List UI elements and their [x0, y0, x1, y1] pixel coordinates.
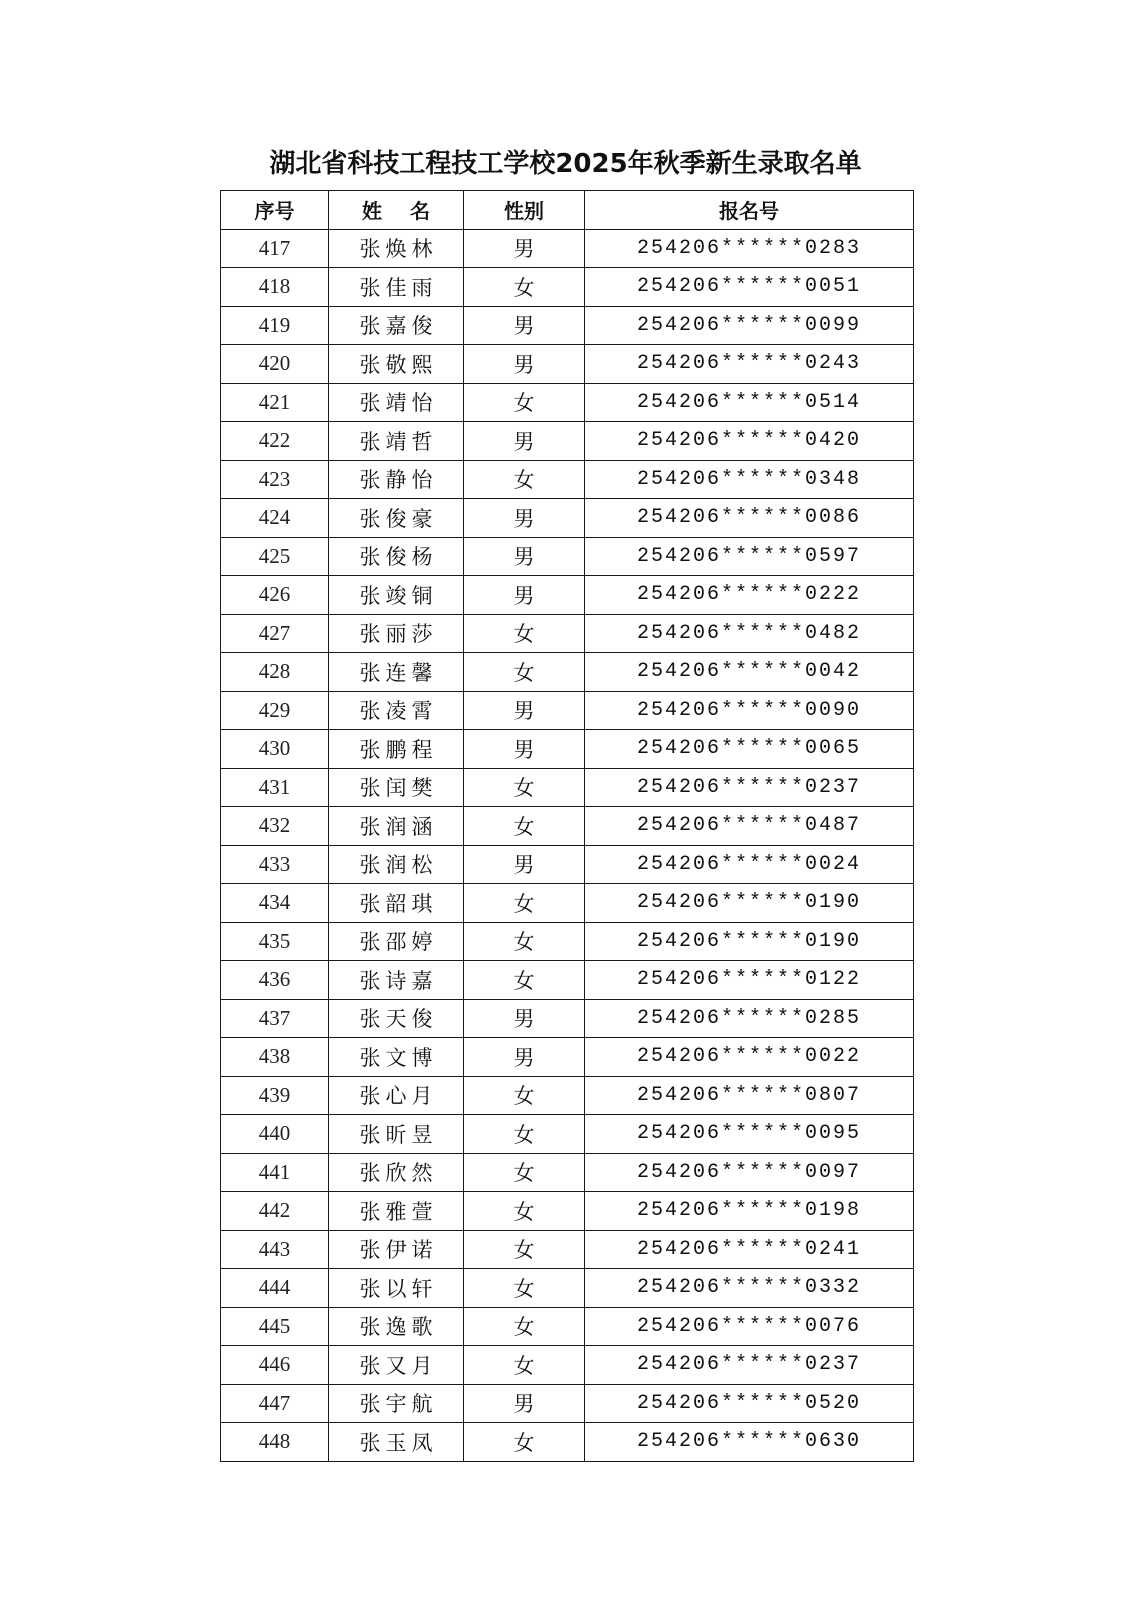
- table-row: [221, 807, 914, 846]
- cell-reg-no: 254206******0237: [585, 768, 914, 807]
- cell-sex: 女: [464, 1192, 585, 1231]
- cell-reg-no: 254206******0243: [585, 345, 914, 384]
- cell-sex: 女: [464, 268, 585, 307]
- cell-seq: 422: [221, 422, 329, 461]
- table-row: [221, 884, 914, 923]
- cell-sex: 男: [464, 499, 585, 538]
- table-row: [221, 268, 914, 307]
- cell-reg-no: 254206******0024: [585, 845, 914, 884]
- cell-reg-no: 254206******0086: [585, 499, 914, 538]
- table-row: [221, 1384, 914, 1423]
- header-seq: 序号: [221, 191, 329, 230]
- cell-name: 张佳雨: [329, 268, 464, 307]
- table-row: [221, 499, 914, 538]
- cell-seq: 437: [221, 999, 329, 1038]
- cell-seq: 438: [221, 1038, 329, 1077]
- cell-seq: 423: [221, 460, 329, 499]
- cell-reg-no: 254206******0095: [585, 1115, 914, 1154]
- cell-reg-no: 254206******0285: [585, 999, 914, 1038]
- cell-name: 张玉凤: [329, 1423, 464, 1462]
- cell-name: 张宇航: [329, 1384, 464, 1423]
- cell-sex: 女: [464, 460, 585, 499]
- cell-name: 张欣然: [329, 1153, 464, 1192]
- table-row: [221, 845, 914, 884]
- cell-sex: 女: [464, 1346, 585, 1385]
- cell-sex: 女: [464, 1307, 585, 1346]
- cell-sex: 女: [464, 383, 585, 422]
- cell-seq: 439: [221, 1076, 329, 1115]
- cell-seq: 417: [221, 229, 329, 268]
- cell-name: 张文博: [329, 1038, 464, 1077]
- cell-seq: 444: [221, 1269, 329, 1308]
- cell-seq: 427: [221, 614, 329, 653]
- cell-name: 张邵婷: [329, 922, 464, 961]
- table-row: [221, 537, 914, 576]
- cell-seq: 440: [221, 1115, 329, 1154]
- table-row: [221, 614, 914, 653]
- cell-name: 张诗嘉: [329, 961, 464, 1000]
- cell-sex: 男: [464, 422, 585, 461]
- cell-seq: 425: [221, 537, 329, 576]
- cell-sex: 男: [464, 1384, 585, 1423]
- cell-sex: 男: [464, 229, 585, 268]
- cell-sex: 女: [464, 768, 585, 807]
- table-row: [221, 422, 914, 461]
- cell-name: 张连馨: [329, 653, 464, 692]
- cell-sex: 男: [464, 730, 585, 769]
- table-row: [221, 460, 914, 499]
- cell-seq: 445: [221, 1307, 329, 1346]
- page-title: 湖北省科技工程技工学校2025年秋季新生录取名单: [269, 149, 862, 179]
- cell-reg-no: 254206******0097: [585, 1153, 914, 1192]
- cell-name: 张凌霄: [329, 691, 464, 730]
- cell-name: 张又月: [329, 1346, 464, 1385]
- cell-name: 张雅萱: [329, 1192, 464, 1231]
- table-row: [221, 306, 914, 345]
- cell-reg-no: 254206******0051: [585, 268, 914, 307]
- cell-seq: 424: [221, 499, 329, 538]
- cell-reg-no: 254206******0190: [585, 884, 914, 923]
- cell-name: 张竣铜: [329, 576, 464, 615]
- table-row: [221, 730, 914, 769]
- cell-seq: 443: [221, 1230, 329, 1269]
- cell-seq: 420: [221, 345, 329, 384]
- cell-sex: 男: [464, 576, 585, 615]
- table-row: [221, 345, 914, 384]
- cell-reg-no: 254206******0520: [585, 1384, 914, 1423]
- cell-sex: 男: [464, 345, 585, 384]
- cell-reg-no: 254206******0042: [585, 653, 914, 692]
- cell-sex: 女: [464, 961, 585, 1000]
- cell-reg-no: 254206******0090: [585, 691, 914, 730]
- cell-seq: 426: [221, 576, 329, 615]
- cell-reg-no: 254206******0420: [585, 422, 914, 461]
- cell-seq: 419: [221, 306, 329, 345]
- table-row: [221, 999, 914, 1038]
- cell-reg-no: 254206******0122: [585, 961, 914, 1000]
- header-name: 姓名: [329, 191, 464, 230]
- cell-seq: 436: [221, 961, 329, 1000]
- cell-seq: 441: [221, 1153, 329, 1192]
- cell-reg-no: 254206******0237: [585, 1346, 914, 1385]
- header-sex: 性别: [464, 191, 585, 230]
- cell-sex: 女: [464, 1076, 585, 1115]
- header-reg-no: 报名号: [585, 191, 914, 230]
- cell-seq: 421: [221, 383, 329, 422]
- cell-reg-no: 254206******0099: [585, 306, 914, 345]
- cell-sex: 男: [464, 999, 585, 1038]
- cell-reg-no: 254206******0807: [585, 1076, 914, 1115]
- cell-sex: 女: [464, 1230, 585, 1269]
- table-row: [221, 1307, 914, 1346]
- table-row: [221, 653, 914, 692]
- table-row: [221, 1346, 914, 1385]
- cell-reg-no: 254206******0597: [585, 537, 914, 576]
- cell-seq: 418: [221, 268, 329, 307]
- cell-seq: 434: [221, 884, 329, 923]
- table-body: [221, 229, 914, 1461]
- cell-name: 张鹏程: [329, 730, 464, 769]
- cell-seq: 432: [221, 807, 329, 846]
- cell-name: 张润涵: [329, 807, 464, 846]
- cell-sex: 男: [464, 537, 585, 576]
- cell-name: 张丽莎: [329, 614, 464, 653]
- admission-table: [220, 190, 914, 1462]
- cell-seq: 442: [221, 1192, 329, 1231]
- cell-reg-no: 254206******0065: [585, 730, 914, 769]
- cell-seq: 428: [221, 653, 329, 692]
- cell-sex: 女: [464, 1423, 585, 1462]
- cell-name: 张敬熙: [329, 345, 464, 384]
- cell-name: 张昕昱: [329, 1115, 464, 1154]
- table-row: [221, 383, 914, 422]
- cell-sex: 女: [464, 922, 585, 961]
- cell-sex: 女: [464, 1153, 585, 1192]
- cell-sex: 男: [464, 691, 585, 730]
- cell-seq: 446: [221, 1346, 329, 1385]
- cell-sex: 女: [464, 1115, 585, 1154]
- table-row: [221, 1153, 914, 1192]
- table-row: [221, 576, 914, 615]
- table-row: [221, 1115, 914, 1154]
- table-row: [221, 1230, 914, 1269]
- cell-sex: 男: [464, 306, 585, 345]
- table-header-row: [221, 191, 914, 230]
- table-row: [221, 691, 914, 730]
- cell-name: 张静怡: [329, 460, 464, 499]
- cell-name: 张心月: [329, 1076, 464, 1115]
- table-row: [221, 1076, 914, 1115]
- cell-reg-no: 254206******0332: [585, 1269, 914, 1308]
- cell-reg-no: 254206******0190: [585, 922, 914, 961]
- table-row: [221, 1423, 914, 1462]
- cell-seq: 435: [221, 922, 329, 961]
- cell-sex: 女: [464, 1269, 585, 1308]
- table-row: [221, 1038, 914, 1077]
- cell-reg-no: 254206******0022: [585, 1038, 914, 1077]
- cell-sex: 女: [464, 884, 585, 923]
- cell-sex: 男: [464, 1038, 585, 1077]
- cell-seq: 429: [221, 691, 329, 730]
- cell-name: 张焕林: [329, 229, 464, 268]
- table-row: [221, 922, 914, 961]
- table-row: [221, 1269, 914, 1308]
- cell-reg-no: 254206******0487: [585, 807, 914, 846]
- cell-name: 张俊杨: [329, 537, 464, 576]
- cell-sex: 女: [464, 614, 585, 653]
- cell-name: 张俊豪: [329, 499, 464, 538]
- cell-reg-no: 254206******0630: [585, 1423, 914, 1462]
- cell-seq: 448: [221, 1423, 329, 1462]
- cell-name: 张靖哲: [329, 422, 464, 461]
- cell-name: 张嘉俊: [329, 306, 464, 345]
- cell-name: 张逸歌: [329, 1307, 464, 1346]
- cell-name: 张天俊: [329, 999, 464, 1038]
- table-row: [221, 229, 914, 268]
- cell-name: 张润松: [329, 845, 464, 884]
- cell-name: 张伊诺: [329, 1230, 464, 1269]
- cell-sex: 男: [464, 845, 585, 884]
- cell-reg-no: 254206******0241: [585, 1230, 914, 1269]
- cell-seq: 433: [221, 845, 329, 884]
- cell-reg-no: 254206******0514: [585, 383, 914, 422]
- cell-reg-no: 254206******0222: [585, 576, 914, 615]
- cell-name: 张靖怡: [329, 383, 464, 422]
- cell-seq: 447: [221, 1384, 329, 1423]
- cell-name: 张以轩: [329, 1269, 464, 1308]
- table-row: [221, 768, 914, 807]
- cell-reg-no: 254206******0198: [585, 1192, 914, 1231]
- cell-sex: 女: [464, 807, 585, 846]
- cell-name: 张韶琪: [329, 884, 464, 923]
- cell-reg-no: 254206******0482: [585, 614, 914, 653]
- cell-name: 张闰樊: [329, 768, 464, 807]
- cell-sex: 女: [464, 653, 585, 692]
- cell-seq: 430: [221, 730, 329, 769]
- cell-reg-no: 254206******0283: [585, 229, 914, 268]
- cell-seq: 431: [221, 768, 329, 807]
- cell-reg-no: 254206******0348: [585, 460, 914, 499]
- table-row: [221, 961, 914, 1000]
- table-row: [221, 1192, 914, 1231]
- cell-reg-no: 254206******0076: [585, 1307, 914, 1346]
